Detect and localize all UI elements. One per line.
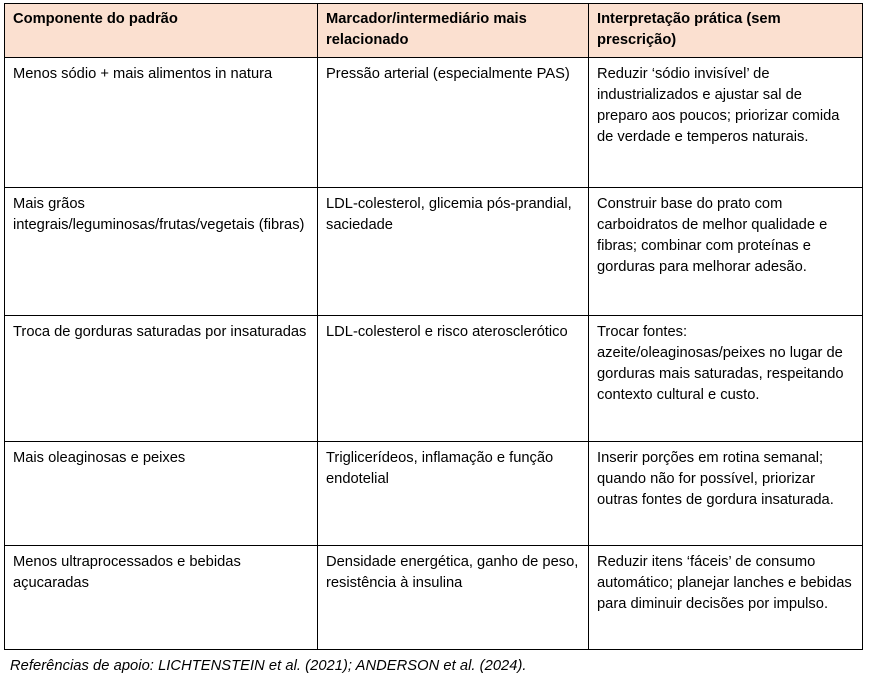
comparison-table bbox=[4, 3, 863, 650]
cell-interpretacao: Trocar fontes: azeite/oleaginosas/peixes no lugar de gorduras mais saturadas, respeitando contexto cultural e custo. bbox=[589, 316, 863, 442]
table-row bbox=[5, 442, 863, 546]
cell-interpretacao: Construir base do prato com carboidratos de melhor qualidade e fibras; combinar com proteínas e gorduras para melhorar adesão. bbox=[589, 188, 863, 316]
table-row bbox=[5, 188, 863, 316]
column-header-componente: Componente do padrão bbox=[5, 4, 318, 58]
column-header-marcador: Marcador/intermediário mais relacionado bbox=[318, 4, 589, 58]
table-body bbox=[5, 58, 863, 650]
cell-interpretacao: Inserir porções em rotina semanal; quando não for possível, priorizar outras fontes de gordura insaturada. bbox=[589, 442, 863, 546]
table-row bbox=[5, 546, 863, 650]
cell-componente: Troca de gorduras saturadas por insaturadas bbox=[5, 316, 318, 442]
cell-componente: Mais oleaginosas e peixes bbox=[5, 442, 318, 546]
cell-componente: Menos ultraprocessados e bebidas açucaradas bbox=[5, 546, 318, 650]
references-footnote: Referências de apoio: LICHTENSTEIN et al. (2021); ANDERSON et al. (2024). bbox=[10, 658, 527, 674]
table-header bbox=[5, 4, 863, 58]
cell-componente: Mais grãos integrais/leguminosas/frutas/vegetais (fibras) bbox=[5, 188, 318, 316]
cell-interpretacao: Reduzir ‘sódio invisível’ de industrializados e ajustar sal de preparo aos poucos; priorizar comida de verdade e temperos naturais. bbox=[589, 58, 863, 188]
cell-marcador: Pressão arterial (especialmente PAS) bbox=[318, 58, 589, 188]
cell-interpretacao: Reduzir itens ‘fáceis’ de consumo automático; planejar lanches e bebidas para diminuir decisões por impulso. bbox=[589, 546, 863, 650]
cell-marcador: LDL-colesterol e risco aterosclerótico bbox=[318, 316, 589, 442]
table-header-row bbox=[5, 4, 863, 58]
table-row bbox=[5, 316, 863, 442]
cell-componente: Menos sódio + mais alimentos in natura bbox=[5, 58, 318, 188]
cell-marcador: Densidade energética, ganho de peso, resistência à insulina bbox=[318, 546, 589, 650]
cell-marcador: Triglicerídeos, inflamação e função endotelial bbox=[318, 442, 589, 546]
column-header-interpretacao: Interpretação prática (sem prescrição) bbox=[589, 4, 863, 58]
table-row bbox=[5, 58, 863, 188]
cell-marcador: LDL-colesterol, glicemia pós-prandial, saciedade bbox=[318, 188, 589, 316]
